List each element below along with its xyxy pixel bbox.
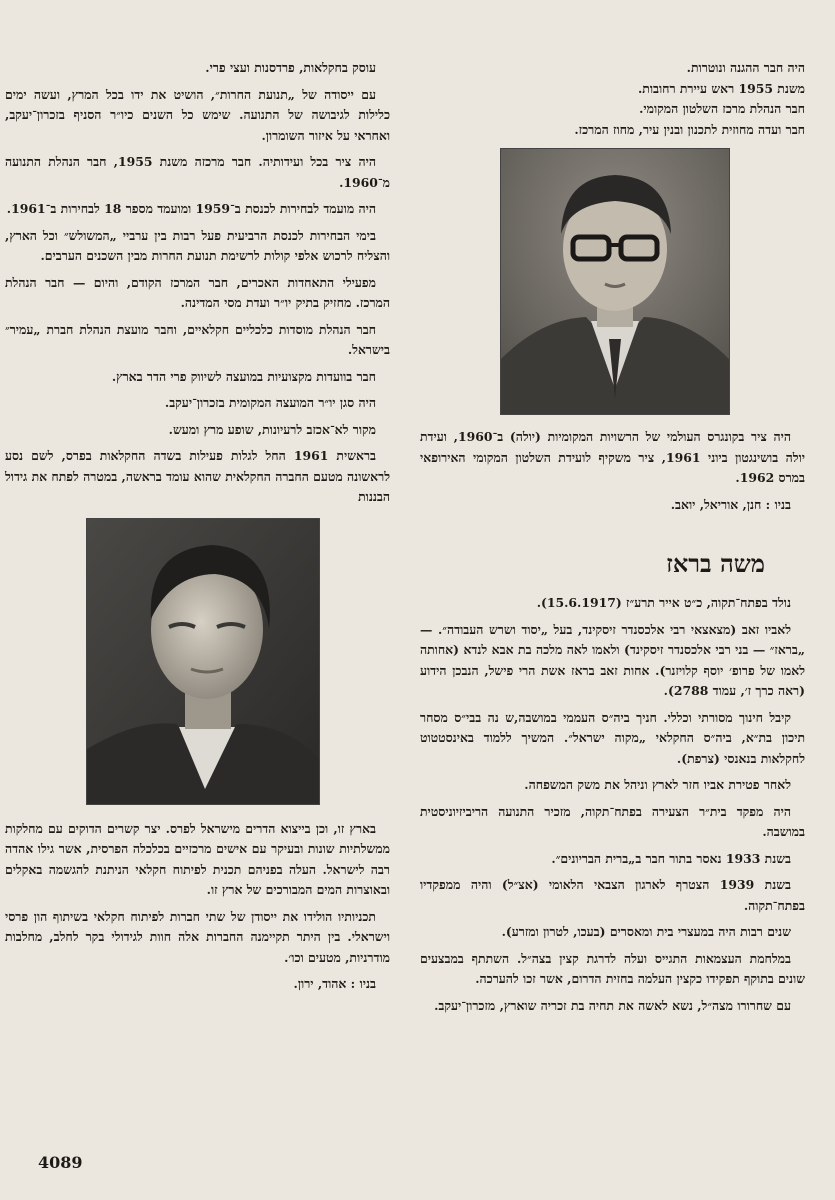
right-column xyxy=(420,58,805,1022)
paragraph: לאביו זאב (מצאצאי רבי אלכסנדר זיסקינד, בעל „יסוד ושרש העבודה״. — „בראז״ — בני רבי אלכסנדר זיסקינד) ולאמו לאה מלכה בת אבא לנדא (אחותה לאמו של פרופ׳ יוסף קלויזנר). אחות זאב בראז אשת הרי פישל, הנבכן הידוע (ראה כרך ז׳, עמוד 2788). xyxy=(420,621,805,698)
biography-block xyxy=(420,593,805,1016)
paragraph: בשנת 1939 הצטרף לארגון הצבאי הלאומי (אצ״ל) והיה ממפקדיו בפתח־תקוה. xyxy=(420,877,805,913)
paragraph: נולד בפתח־תקוה, כ״ט אייר תרע״ז (15.6.1917). xyxy=(536,595,791,610)
paragraph: היה מפקד בית״ר הצעירה בפתח־תקוה, מזכיר התנועה הריביזיוניסטית במושבה. xyxy=(420,803,805,839)
paragraph: חבר הנהלת מוסדות כלכליים חקלאיים, וחבר מועצת הנהלת חברת „עמיר״ בישראל. xyxy=(5,321,390,357)
section-title: משה בראז xyxy=(666,549,765,578)
page-number: 4089 xyxy=(38,1153,83,1172)
paragraph: היה מועמד לבחירות לכנסת ב־1959 ומועמד מספר 18 לבחירות ב־1961. xyxy=(6,201,376,216)
congress-block xyxy=(420,427,805,515)
paragraph: עוסק בחקלאות, פרדסנות ועצי פרי. xyxy=(205,60,376,75)
paragraph: בראשית 1961 החל לגלות פעילות בשדה החקלאות בפרס, לשם נסע לראשונה מטעם החברה החקלאית שהוא עומד בראשה, במטרה לפתח את גידול הבננות xyxy=(5,448,390,504)
paragraph: מקור לא־אכזב לרעיונות, שופע מרץ ומעש. xyxy=(168,421,376,437)
intro-block xyxy=(420,58,805,140)
paragraph: היה סגן יו״ר המועצה המקומית בזכרון־יעקב. xyxy=(164,395,376,410)
paragraph: היה ציר בקונגרס העולמי של הרשויות המקומיות (יולה) ב־1960, ועידת יולה בושינגטון ביוני 1961, ציר משקיף לועידת השלטון המקומי האירופאי במרס 1962. xyxy=(420,429,805,485)
paragraph: חבר בוועדות מקצועיות במועצה לשיווק פרי הדר בארץ. xyxy=(111,368,376,384)
intro-line: חבר הנהלת מרכז השלטון המקומי. xyxy=(639,101,805,116)
paragraph: תכניותיו הולידו את ייסודן של שתי חברות לפיתוח חקלאי בשיתוף הון פרסי וישראלי. בין היתר תקיימנה החברות אלה חוות לגידולי בקר לחלב, מחלבות מודרניות, מטעים וכו׳. xyxy=(5,908,390,965)
paragraph: במלחמת העצמאות התגייס ועלה לדרגת קצין בצה״ל. השתתף במבצעים שונים בתוקף תפקידו כקצין העלמה בחזית הדרום, אשר זכו להערכה. xyxy=(420,950,805,986)
paragraph: מפעילי התאחדות האכרים, חבר המרכז הקודם, והיום — חבר הנהלת המרכז. מחזיק בתיק יו״ר ועדת מסי המדינה. xyxy=(5,274,390,310)
paragraph: בימי הבחירות לכנסת הרביעית פעל רבות בין ערביי „המשולש״ וכל הארץ, והצליח לרכוש אלפי קולות לרשימת תנועת החרות מבין השכנים הערבים. xyxy=(5,227,390,263)
paragraph: בארץ זו, וכן בייצוא הדרים מישראל לפרס. יצר קשרים הדוקים עם מחלקות ממשלתיות שונות ובעיקר עם אישים מרכזיים בכלכלה הפרסית, אשר גילו אהדה רבה לישראל. העלה בפניהם תכנית לפיתוח חקלאי הניתנת להגשמה באקלים ובאוצרות המים המבורכים של ארץ זו. xyxy=(5,820,390,897)
children-line: בניו : אהוד, ירון. xyxy=(293,976,376,991)
intro-line: היה חבר ההגנה ונוטרות. xyxy=(686,60,805,75)
paragraph: שנים רבות היה במעצרי בית ומאסרים (בעכו, לטרון ומזרע). xyxy=(501,924,791,939)
paragraph: לאחר פטירת אביו חזר לארץ וניהל את משק המשפחה. xyxy=(524,777,791,792)
paragraph: עם שחרורו מצה״ל, נשא לאשה את תחיה בת זכריה שוארץ, מזכרון־יעקב. xyxy=(434,997,791,1013)
children-line: בניו : חנן, אוריאל, יואב. xyxy=(670,496,791,512)
paragraph: עם ייסודה של „תנועת החרות״, הושיט את ידו בכל המרץ, ועשה ימים כלילות לגיבושה של התנועה. שימש כל השנים כיו״ר הסניף בזכרון־יעקב, ואחראי על איזור השומרון. xyxy=(5,86,390,143)
paragraph: היה ציר בכל ועידותיה. חבר מרכזה משנת 1955, חבר הנהלת התנועה מ־1960. xyxy=(5,154,390,190)
paragraph: בשנת 1933 נאסר בתור חבר ב„ברית הבריונים״. xyxy=(551,850,791,866)
portrait-photo xyxy=(86,518,320,805)
portrait-photo-glasses xyxy=(500,148,730,415)
intro-line: חבר ועדה מחוזית לתכנון ובנין עיר, מחוז המרכז. xyxy=(574,121,805,137)
intro-line: משנת 1955 ראש עיירת רחובות. xyxy=(637,80,805,96)
left-column xyxy=(5,58,390,1001)
paragraph: קיבל חינוך מסורתי וכללי. חניך ביה״ס העממי במושבה,ש נה בבי״ס מסחר תיכון בת״א, ביה״ס החקלאי „מקוה ישראל״. המשיך ללמוד באינסטטוט לחקלאות בנאנסי (צרפת). xyxy=(420,709,805,766)
